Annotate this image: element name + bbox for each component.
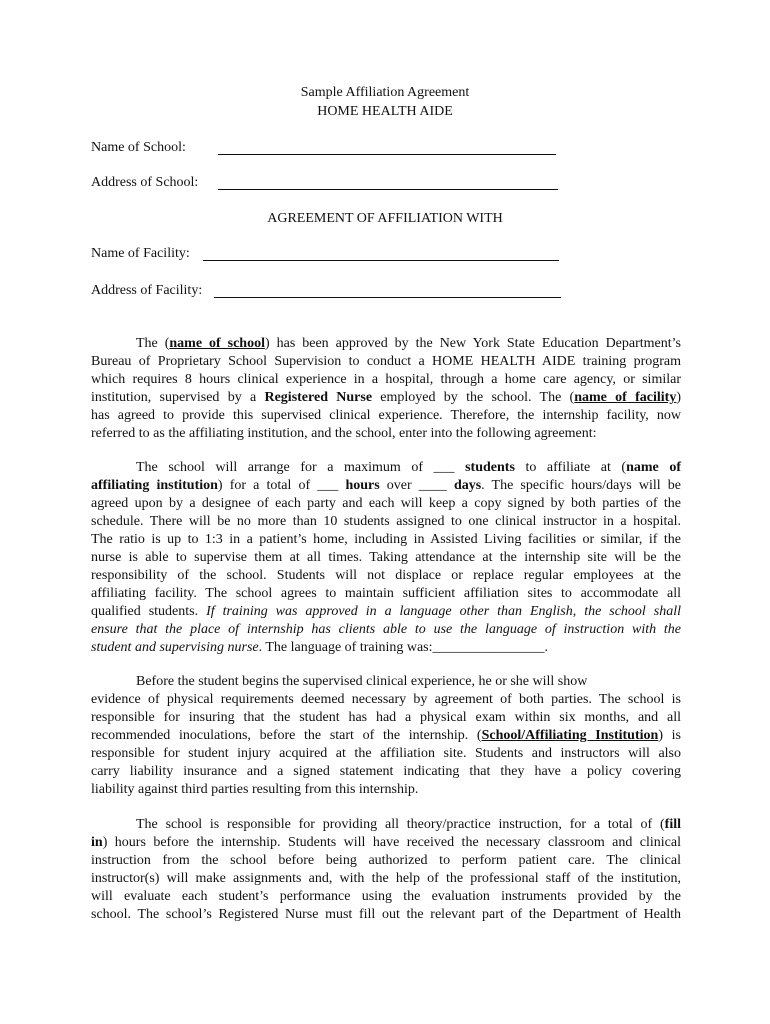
paragraph-line: referred to as the affiliating institution, and the school, enter into the following agreement: xyxy=(91,426,597,441)
paragraph-line: qualified students. If training was approved in a language other than English, the school shall xyxy=(91,604,681,619)
agreement-heading: AGREEMENT OF AFFILIATION WITH xyxy=(267,211,503,226)
paragraph-4 xyxy=(91,816,681,924)
school-name-field[interactable] xyxy=(218,154,556,155)
paragraph-line: affiliating institution) for a total of ___ hours over ____ days. The specific hours/days will be xyxy=(91,478,682,493)
paragraph-line: Bureau of Proprietary School Supervision to conduct a HOME HEALTH AIDE training program xyxy=(91,354,681,369)
paragraph-line: student and supervising nurse. The language of training was:________________. xyxy=(91,640,549,655)
facility-address-label: Address of Facility: xyxy=(91,283,203,298)
registered-nurse-text: Registered Nurse xyxy=(264,390,373,405)
paragraph-line: The (name of school) has been approved by the New York State Education Department’s xyxy=(136,336,681,351)
paragraph-line: The ratio is up to 1:3 in a patient’s home, including in Assisted Living facilities or similar, if the xyxy=(91,532,681,547)
paragraph-line: instruction from the school before being authorized to perform patient care. The clinical xyxy=(91,853,681,868)
facility-address-field[interactable] xyxy=(214,297,561,298)
paragraph-2 xyxy=(91,459,681,657)
name-of-school-placeholder: name of school xyxy=(169,336,265,351)
document-subtitle: HOME HEALTH AIDE xyxy=(317,104,453,119)
school-address-label: Address of School: xyxy=(91,175,199,190)
facility-name-label: Name of Facility: xyxy=(91,246,190,261)
paragraph-line: responsible for student injury acquired at the affiliation site. Students and instructors will also xyxy=(91,746,681,761)
paragraph-line: instructor(s) will make assignments and, with the help of the professional staff of the institution, xyxy=(91,871,681,886)
paragraph-line: responsibility of the school. Students will not displace or replace regular employees at the xyxy=(91,568,681,583)
paragraph-line: recommended inoculations, before the start of the internship. (School/Affiliating Institution) is xyxy=(91,728,681,743)
name-of-facility-placeholder: name of facility xyxy=(574,390,677,405)
paragraph-line: responsible for insuring that the student has had a physical exam within six months, and all xyxy=(91,710,681,725)
paragraph-line: schedule. There will be no more than 10 students assigned to one clinical instructor in a hospital. xyxy=(91,514,681,529)
paragraph-line: carry liability insurance and a signed statement indicating that they have a policy covering xyxy=(91,764,681,779)
paragraph-line: The school will arrange for a maximum of ___ students to affiliate at (name of xyxy=(136,460,681,475)
paragraph-line: which requires 8 hours clinical experience in a hospital, through a home care agency, or similar xyxy=(91,372,681,387)
paragraph-line: affiliating facility. The school agrees to maintain sufficient affiliation sites to accommodate all xyxy=(91,586,681,601)
paragraph-line: has agreed to provide this supervised clinical experience. Therefore, the internship facility, now xyxy=(91,408,681,423)
paragraph-line: will evaluate each student’s performance using the evaluation instruments provided by the xyxy=(91,889,681,904)
paragraph-line: evidence of physical requirements deemed necessary by agreement of both parties. The school is xyxy=(91,692,681,707)
school-address-field[interactable] xyxy=(218,189,558,190)
paragraph-line: liability against third parties resulting from this internship. xyxy=(91,782,419,797)
paragraph-line: school. The school’s Registered Nurse must fill out the relevant part of the Department of Health xyxy=(91,907,681,922)
paragraph-3 xyxy=(91,673,681,799)
paragraph-line: nurse is able to supervise them at all times. Taking attendance at the internship site will be the xyxy=(91,550,681,565)
facility-name-field[interactable] xyxy=(203,260,559,261)
paragraph-line: institution, supervised by a Registered Nurse employed by the school. The (name of facility) xyxy=(91,390,681,405)
document-title: Sample Affiliation Agreement xyxy=(300,85,470,100)
paragraph-line: in) hours before the internship. Students will have received the necessary classroom and clinical xyxy=(91,835,681,850)
paragraph-line: agreed upon by a designee of each party and each will keep a copy signed by both parties of the xyxy=(91,496,681,511)
paragraph-line: Before the student begins the supervised clinical experience, he or she will show xyxy=(136,674,588,689)
paragraph-line: ensure that the place of internship has clients able to use the language of instruction with the xyxy=(91,622,681,637)
school-name-label: Name of School: xyxy=(91,140,186,155)
school-affiliating-institution-placeholder: School/Affiliating Institution xyxy=(481,728,659,743)
paragraph-1 xyxy=(91,335,681,443)
paragraph-line: The school is responsible for providing all theory/practice instruction, for a total of (fill xyxy=(136,817,681,832)
